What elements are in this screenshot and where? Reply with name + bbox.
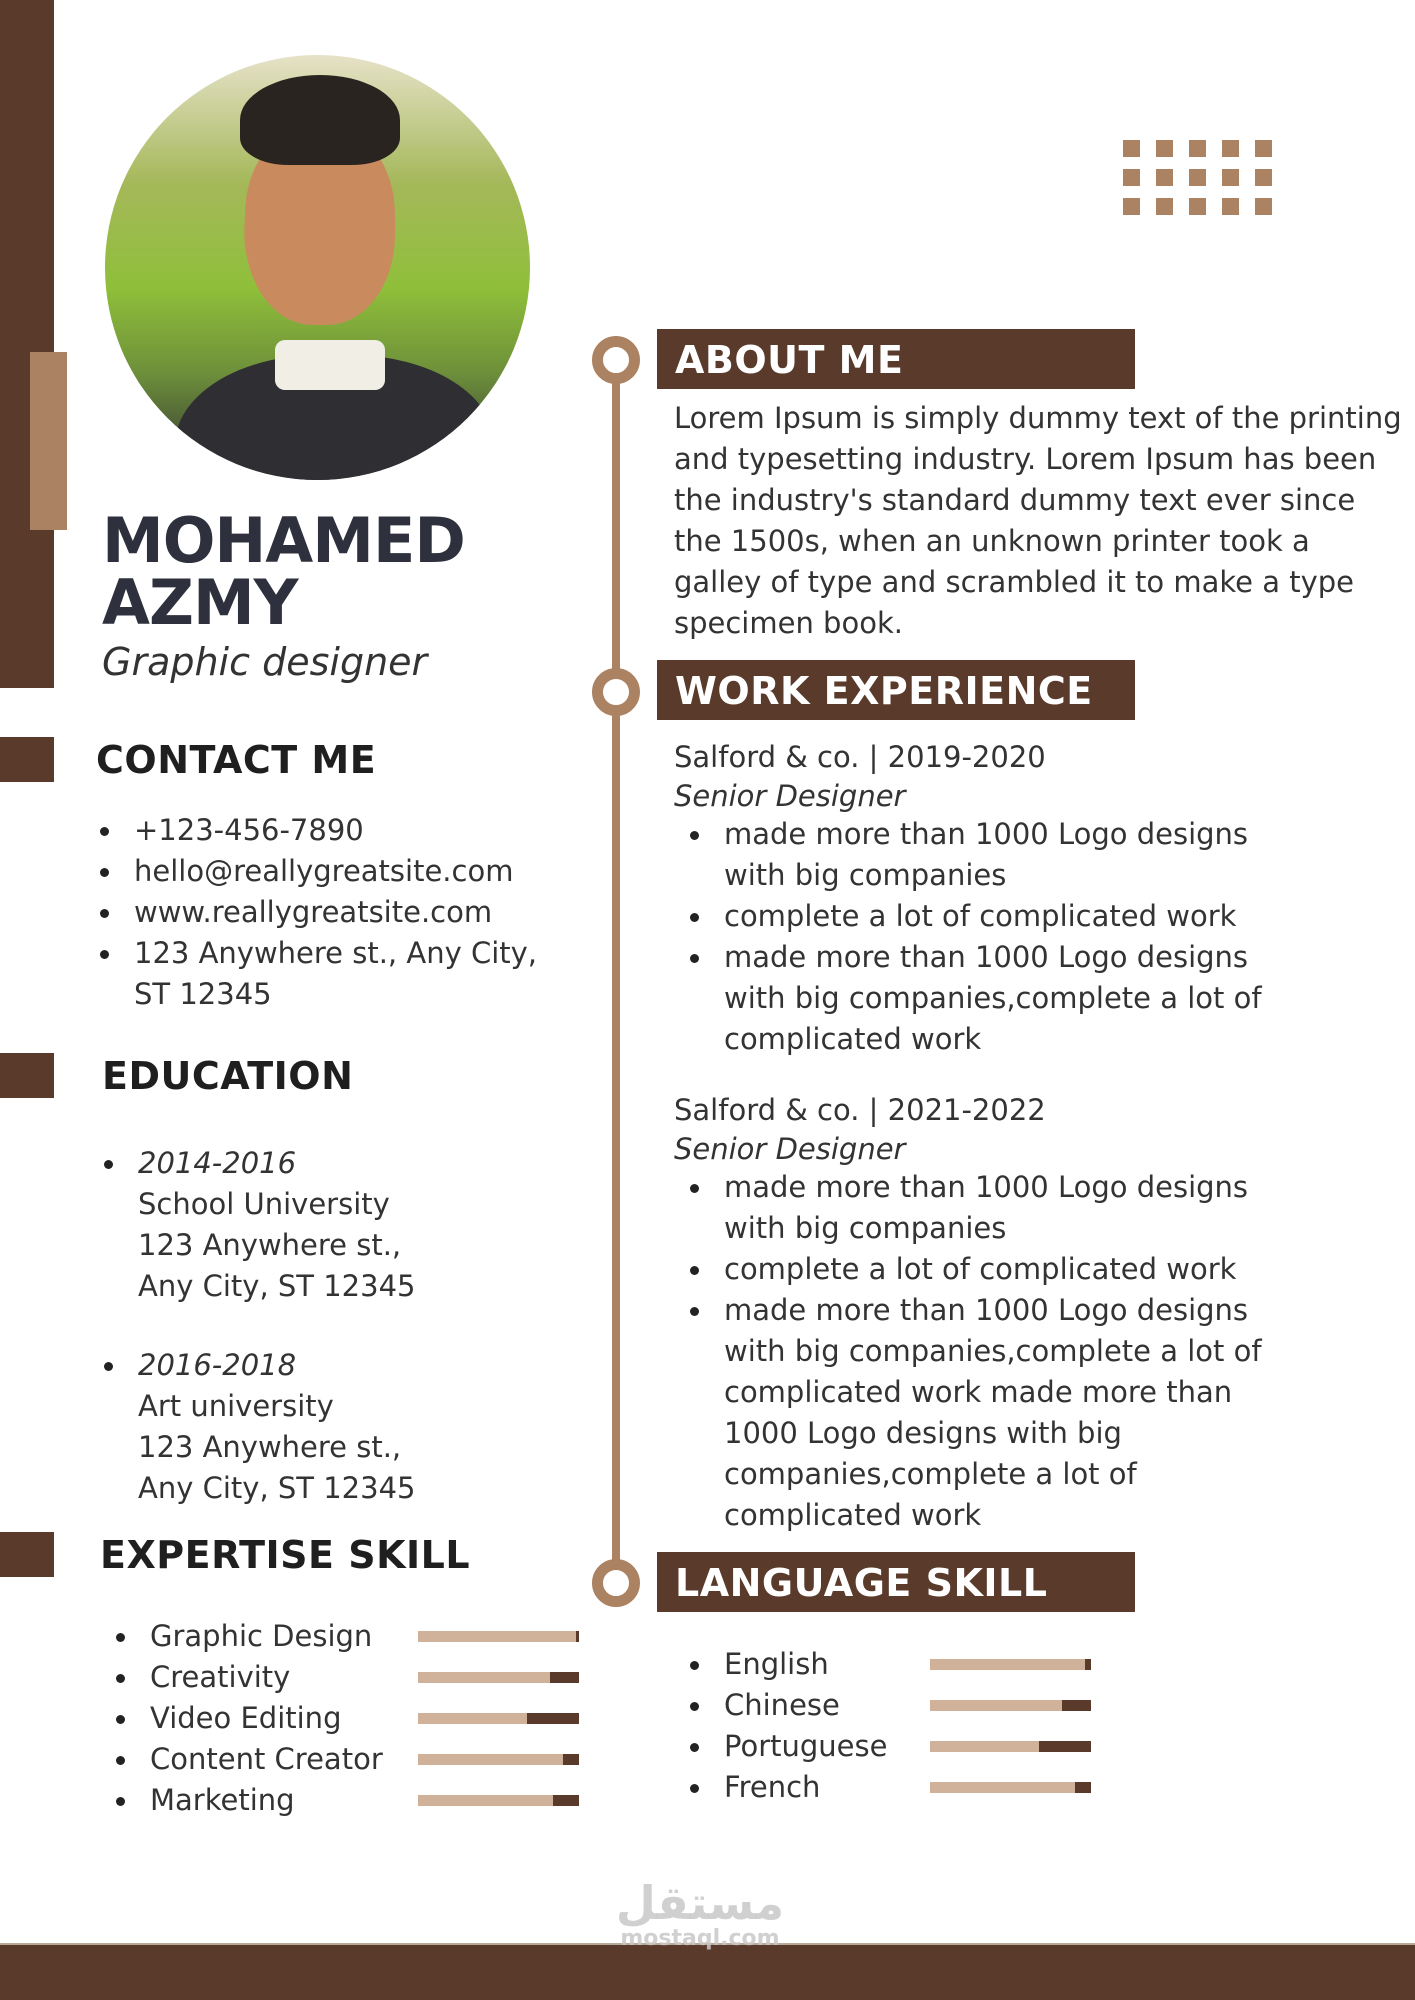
skill-item xyxy=(116,1616,596,1657)
left-sidebar-bar xyxy=(0,0,54,688)
education-school: School University xyxy=(138,1187,390,1221)
skill-level-bar xyxy=(418,1713,579,1724)
work-heading: WORK EXPERIENCE xyxy=(657,660,1135,720)
language-list xyxy=(690,1644,1110,1808)
job-role: Senior Designer xyxy=(674,779,906,813)
contact-address: 123 Anywhere st., Any City, ST 12345 xyxy=(100,933,540,1015)
language-level-fill xyxy=(930,1782,1075,1793)
language-level-bar xyxy=(930,1659,1091,1670)
skill-level-bar xyxy=(418,1754,579,1765)
footer-bar xyxy=(0,1943,1415,2000)
language-heading: LANGUAGE SKILL xyxy=(657,1552,1135,1612)
contact-phone: +123-456-7890 xyxy=(100,810,540,851)
education-address: 123 Anywhere st., Any City, ST 12345 xyxy=(138,1228,416,1303)
language-level-bar xyxy=(930,1782,1091,1793)
contact-list xyxy=(100,810,540,1015)
contact-heading: CONTACT ME xyxy=(96,738,377,782)
last-name: AZMY xyxy=(102,566,298,639)
skill-label: Marketing xyxy=(150,1783,295,1817)
about-text: Lorem Ipsum is simply dummy text of the printing and typesetting industry. Lorem Ipsum has been the industry's standard dummy text ever since the 1500s, when an unknown printer took a galley of type and scrambled it to make a type specimen book. xyxy=(674,401,1402,640)
education-item xyxy=(104,1143,484,1307)
job-title: Graphic designer xyxy=(102,640,428,684)
education-years: 2016-2018 xyxy=(138,1348,297,1382)
work-list xyxy=(674,737,1314,1566)
language-level-fill xyxy=(930,1659,1085,1670)
language-item xyxy=(690,1644,1110,1685)
education-years: 2014-2016 xyxy=(138,1146,297,1180)
job-bullet: made more than 1000 Logo designs with big companies xyxy=(690,814,1290,896)
job-entry xyxy=(674,1090,1314,1536)
education-heading: EDUCATION xyxy=(102,1054,354,1098)
language-label: Portuguese xyxy=(724,1729,888,1763)
skill-item xyxy=(116,1657,596,1698)
skill-item xyxy=(116,1698,596,1739)
job-bullet: made more than 1000 Logo designs with big companies xyxy=(690,1167,1290,1249)
education-list xyxy=(104,1143,484,1509)
skill-level-fill xyxy=(418,1713,527,1724)
language-level-fill xyxy=(930,1700,1062,1711)
timeline-node xyxy=(592,1559,640,1607)
skill-label: Video Editing xyxy=(150,1701,342,1735)
skill-label: Content Creator xyxy=(150,1742,383,1776)
profile-photo xyxy=(105,55,530,480)
job-bullet: complete a lot of complicated work xyxy=(690,1249,1290,1290)
skill-level-fill xyxy=(418,1754,563,1765)
skill-item xyxy=(116,1780,596,1821)
about-heading: ABOUT ME xyxy=(657,329,1135,389)
accent-bar xyxy=(30,352,67,530)
job-company: Salford & co. | 2021-2022 xyxy=(674,1093,1046,1127)
skill-level-bar xyxy=(418,1672,579,1683)
skills-heading: EXPERTISE SKILL xyxy=(100,1533,471,1577)
skill-level-fill xyxy=(418,1795,553,1806)
job-bullet: complete a lot of complicated work xyxy=(690,896,1290,937)
timeline-node xyxy=(592,336,640,384)
education-address: 123 Anywhere st., Any City, ST 12345 xyxy=(138,1430,416,1505)
skill-level-fill xyxy=(418,1672,550,1683)
skill-item xyxy=(116,1739,596,1780)
skills-list xyxy=(116,1616,596,1821)
skill-label: Graphic Design xyxy=(150,1619,373,1653)
section-tab xyxy=(0,1053,54,1098)
job-bullets xyxy=(690,1167,1290,1536)
job-bullets xyxy=(690,814,1290,1060)
contact-email[interactable]: hello@reallygreatsite.com xyxy=(100,851,540,892)
section-tab xyxy=(0,737,54,782)
language-item xyxy=(690,1726,1110,1767)
first-name: MOHAMED xyxy=(102,504,465,577)
education-item xyxy=(104,1345,484,1509)
language-item xyxy=(690,1685,1110,1726)
language-label: French xyxy=(724,1770,821,1804)
skill-label: Creativity xyxy=(150,1660,291,1694)
language-label: English xyxy=(724,1647,829,1681)
language-level-fill xyxy=(930,1741,1039,1752)
section-tab xyxy=(0,1532,54,1577)
language-level-bar xyxy=(930,1700,1091,1711)
full-name xyxy=(102,504,465,639)
job-entry xyxy=(674,737,1314,1060)
skill-level-bar xyxy=(418,1795,579,1806)
skill-level-fill xyxy=(418,1631,576,1642)
contact-website[interactable]: www.reallygreatsite.com xyxy=(100,892,540,933)
job-bullet: made more than 1000 Logo designs with big companies,complete a lot of complicated work made more than 1000 Logo designs with big companies,complete a lot of complicated work xyxy=(690,1290,1290,1536)
education-school: Art university xyxy=(138,1389,334,1423)
job-company: Salford & co. | 2019-2020 xyxy=(674,740,1046,774)
language-item xyxy=(690,1767,1110,1808)
job-bullet: made more than 1000 Logo designs with big companies,complete a lot of complicated work xyxy=(690,937,1290,1060)
job-role: Senior Designer xyxy=(674,1132,906,1166)
decorative-dots xyxy=(1123,140,1272,215)
watermark-latin: mostaql.com xyxy=(620,1926,780,1951)
language-level-bar xyxy=(930,1741,1091,1752)
watermark xyxy=(600,1876,800,1951)
skill-level-bar xyxy=(418,1631,579,1642)
timeline-node xyxy=(592,668,640,716)
timeline-line xyxy=(612,360,620,1582)
language-label: Chinese xyxy=(724,1688,840,1722)
watermark-arabic: مستقل xyxy=(615,1876,785,1930)
